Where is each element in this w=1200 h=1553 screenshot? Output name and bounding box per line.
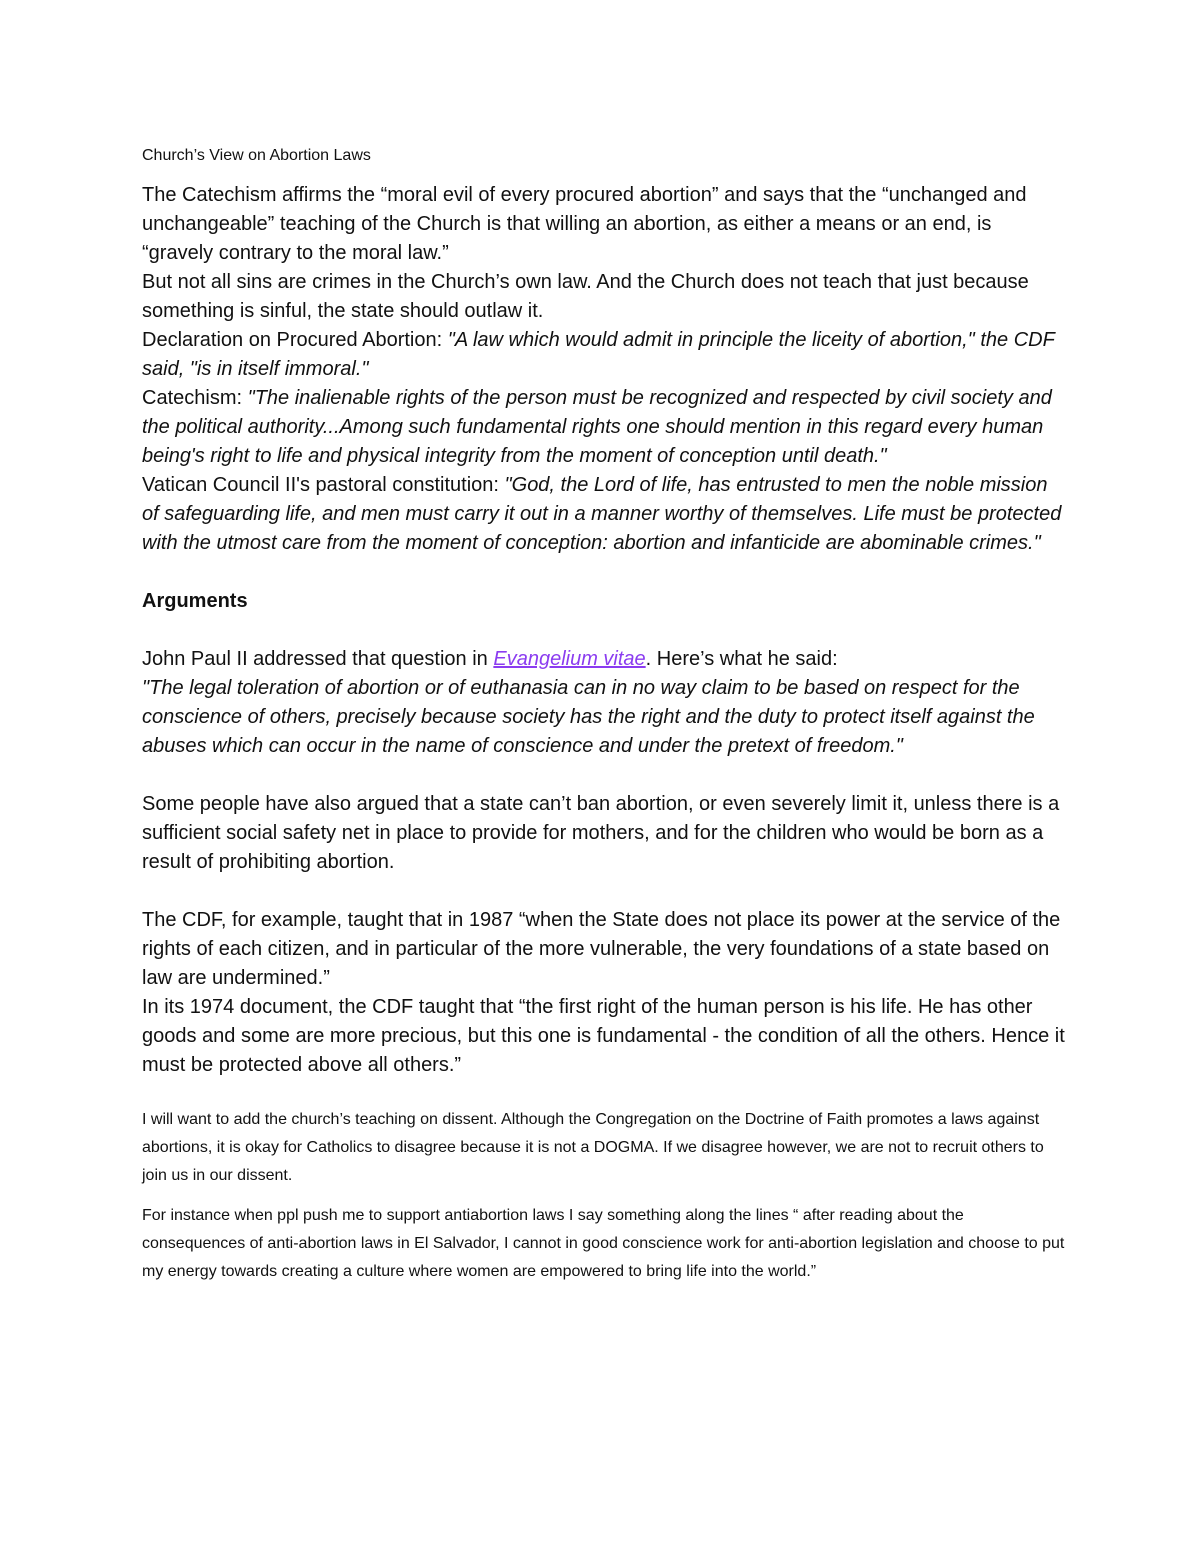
jp2-intro-before: John Paul II addressed that question in <box>142 648 494 670</box>
declaration-quote: "A law which would admit in principle the liceity of abortion," the CDF said, "is in itself immoral." <box>142 329 1055 380</box>
instance-paragraph: For instance when ppl push me to support antiabortion laws I say something along the lines “ after reading about the consequences of anti-abortion laws in El Salvador, I cannot in good conscience work for anti-abortion legislation and choose to put my energy towards creating a culture where women are empowered to bring life into the world.” <box>142 1207 1065 1280</box>
document-body <box>142 143 1067 1286</box>
jp2-quote-text: "The legal toleration of abortion or of euthanasia can in no way claim to be based on respect for the conscience of others, precisely because society has the right and the duty to protect itself against the abuses which can occur in the name of conscience and under the pretext of freedom." <box>142 677 1035 757</box>
vatican-paragraph <box>142 471 1067 558</box>
document-title: Church’s View on Abortion Laws <box>142 147 371 164</box>
cdf-1987-paragraph: The CDF, for example, taught that in 1987 “when the State does not place its power at the service of the rights of each citizen, and in particular of the more vulnerable, the very foundations of a state based on law are undermined.” <box>142 909 1061 989</box>
jp2-section <box>142 645 1067 761</box>
dissent-paragraph: I will want to add the church’s teaching on dissent. Although the Congregation on the Doctrine of Faith promotes a laws against abortions, it is okay for Catholics to disagree because it is not a DOGMA. If we disagree however, we are not to recruit others to join us in our dissent. <box>142 1111 1044 1184</box>
safety-net-paragraph: Some people have also argued that a state can’t ban abortion, or even severely limit it, unless there is a sufficient social safety net in place to provide for mothers, and for the children who would be born as a result of prohibiting abortion. <box>142 793 1060 873</box>
catechism-label: Catechism: <box>142 387 248 409</box>
vatican-quote: "God, the Lord of life, has entrusted to men the noble mission of safeguarding life, and men must carry it out in a manner worthy of themselves. Life must be protected with the utmost care from the moment of conception: abortion and infanticide are abominable crimes." <box>142 474 1062 554</box>
arguments-heading: Arguments <box>142 590 248 612</box>
declaration-label: Declaration on Procured Abortion: <box>142 329 448 351</box>
cdf-1974-paragraph: In its 1974 document, the CDF taught that “the first right of the human person is his life. He has other goods and some are more precious, but this one is fundamental - the condition of all the others. Hence it must be protected above all others.” <box>142 996 1065 1076</box>
jp2-intro-after: . Here’s what he said: <box>645 648 838 670</box>
vatican-label: Vatican Council II's pastoral constitution: <box>142 474 505 496</box>
jp2-intro <box>142 645 1067 674</box>
intro-paragraph-catechism: The Catechism affirms the “moral evil of every procured abortion” and says that the “unchanged and unchangeable” teaching of the Church is that willing an abortion, as either a means or an end, is “gravely contrary to the moral law.” <box>142 184 1027 264</box>
jp2-quote <box>142 674 1067 761</box>
cdf-section <box>142 906 1067 1080</box>
intro-section <box>142 181 1067 558</box>
catechism-paragraph <box>142 384 1067 471</box>
intro-paragraph-sins: But not all sins are crimes in the Church’s own law. And the Church does not teach that just because something is sinful, the state should outlaw it. <box>142 271 1029 322</box>
evangelium-vitae-link[interactable]: Evangelium vitae <box>493 648 646 670</box>
catechism-quote: "The inalienable rights of the person must be recognized and respected by civil society and the political authority...Among such fundamental rights one should mention in this regard every human being's right to life and physical integrity from the moment of conception until death." <box>142 387 1052 467</box>
declaration-paragraph <box>142 326 1067 384</box>
